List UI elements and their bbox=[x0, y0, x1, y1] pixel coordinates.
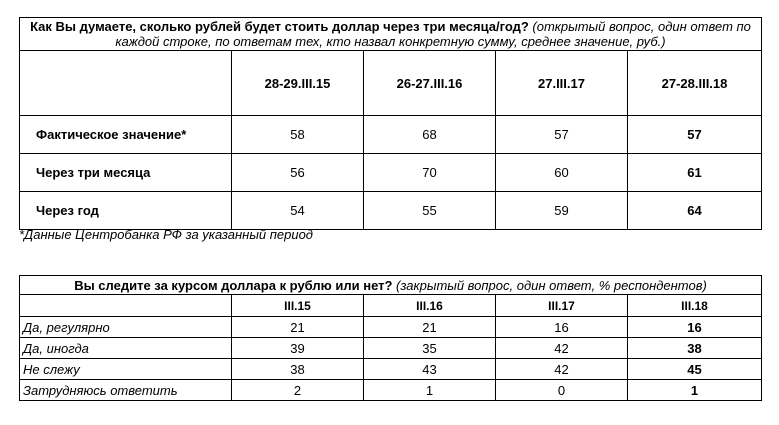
table1-note-line2: каждой строке, по ответам тех, кто назвал конкретную сумму, среднее значение, руб.) bbox=[115, 34, 666, 49]
table-row bbox=[20, 380, 762, 401]
table-cell: 60 bbox=[496, 154, 628, 192]
table-cell: 35 bbox=[364, 338, 496, 359]
table-cell: 38 bbox=[628, 338, 762, 359]
table-cell: 38 bbox=[232, 359, 364, 380]
table-cell: 64 bbox=[628, 192, 762, 230]
row-label: Через год bbox=[20, 192, 232, 230]
table2-question: Вы следите за курсом доллара к рублю или нет? bbox=[74, 277, 393, 293]
table-cell: 16 bbox=[496, 317, 628, 338]
table1-header-row bbox=[20, 51, 762, 116]
table-row bbox=[20, 154, 762, 192]
table-cell: 2 bbox=[232, 380, 364, 401]
table-cell: 56 bbox=[232, 154, 364, 192]
table-cell: 16 bbox=[628, 317, 762, 338]
table2-header-row bbox=[20, 295, 762, 317]
table-row bbox=[20, 317, 762, 338]
table-row bbox=[20, 359, 762, 380]
table2-note: (закрытый вопрос, один ответ, % респондентов) bbox=[392, 277, 707, 293]
row-label: Затрудняюсь ответить bbox=[20, 380, 232, 401]
table-cell: 57 bbox=[496, 116, 628, 154]
table-row bbox=[20, 192, 762, 230]
table2-title bbox=[20, 276, 762, 295]
row-label: Через три месяца bbox=[20, 154, 232, 192]
row-label: Фактическое значение* bbox=[20, 116, 232, 154]
table1-title bbox=[20, 18, 762, 51]
table2-column-header: III.17 bbox=[496, 295, 628, 317]
table-cell: 59 bbox=[496, 192, 628, 230]
table-cell: 61 bbox=[628, 154, 762, 192]
table-cell: 0 bbox=[496, 380, 628, 401]
footnote: *Данные Центробанка РФ за указанный период bbox=[19, 227, 313, 242]
table2-corner-cell bbox=[20, 295, 232, 317]
row-label: Да, иногда bbox=[20, 338, 232, 359]
table-cell: 57 bbox=[628, 116, 762, 154]
table1-column-header: 26-27.III.16 bbox=[364, 51, 496, 116]
table-cell: 43 bbox=[364, 359, 496, 380]
table-cell: 54 bbox=[232, 192, 364, 230]
table1-column-header: 28-29.III.15 bbox=[232, 51, 364, 116]
table2-column-header: III.15 bbox=[232, 295, 364, 317]
table-cell: 1 bbox=[628, 380, 762, 401]
table-cell: 70 bbox=[364, 154, 496, 192]
table-cell: 45 bbox=[628, 359, 762, 380]
table1-corner-cell bbox=[20, 51, 232, 116]
table-cell: 39 bbox=[232, 338, 364, 359]
expected-dollar-rate-table bbox=[19, 17, 762, 230]
table1-note-line1: (открытый вопрос, один ответ по bbox=[528, 19, 751, 34]
table-cell: 21 bbox=[364, 317, 496, 338]
table-cell: 42 bbox=[496, 338, 628, 359]
row-label: Да, регулярно bbox=[20, 317, 232, 338]
table-cell: 55 bbox=[364, 192, 496, 230]
table1-column-header: 27.III.17 bbox=[496, 51, 628, 116]
table1-column-header: 27-28.III.18 bbox=[628, 51, 762, 116]
table-cell: 1 bbox=[364, 380, 496, 401]
table1-question: Как Вы думаете, сколько рублей будет стоить доллар через три месяца/год? bbox=[30, 19, 529, 34]
table2-column-header: III.18 bbox=[628, 295, 762, 317]
table-cell: 42 bbox=[496, 359, 628, 380]
table-cell: 58 bbox=[232, 116, 364, 154]
table-cell: 21 bbox=[232, 317, 364, 338]
table-row bbox=[20, 116, 762, 154]
dollar-tracking-table bbox=[19, 275, 762, 401]
row-label: Не слежу bbox=[20, 359, 232, 380]
table-row bbox=[20, 338, 762, 359]
table2-column-header: III.16 bbox=[364, 295, 496, 317]
table-cell: 68 bbox=[364, 116, 496, 154]
